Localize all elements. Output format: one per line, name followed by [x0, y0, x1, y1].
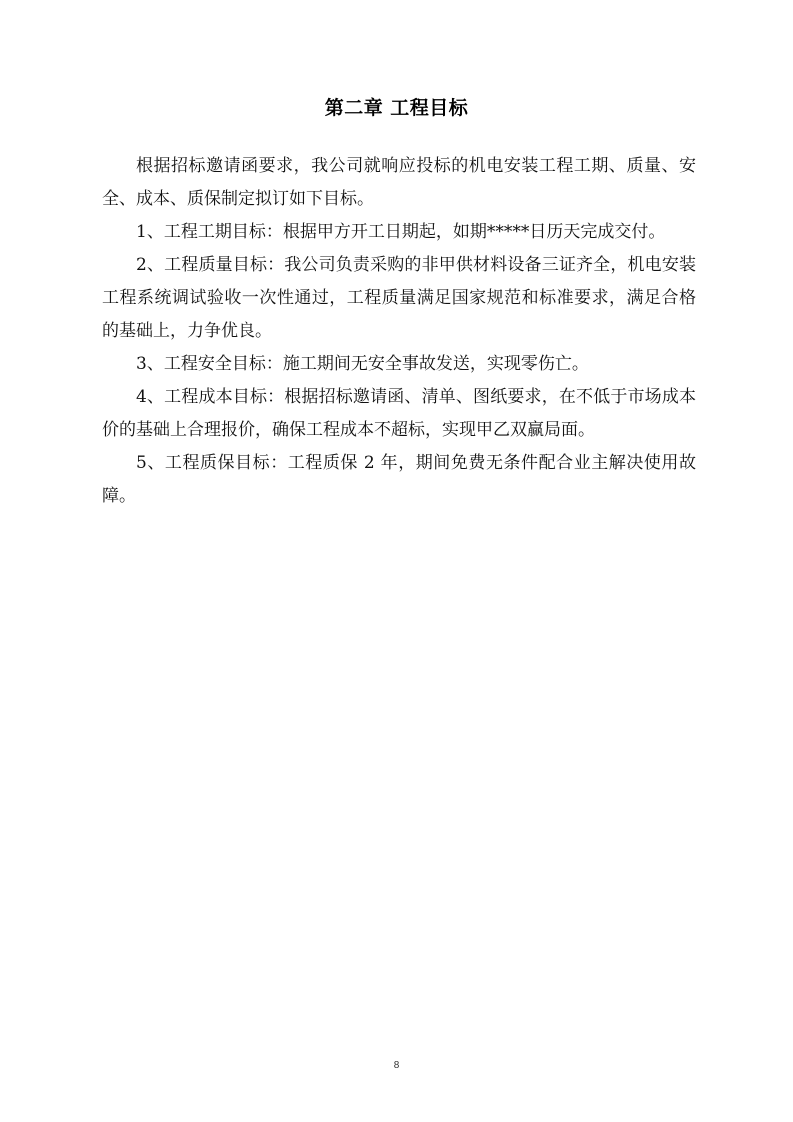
warranty-goal-paragraph: 5、工程质保目标：工程质保 2 年，期间免费无条件配合业主解决使用故障。	[102, 453, 696, 506]
quality-goal-paragraph: 2、工程质量目标：我公司负责采购的非甲供材料设备三证齐全，机电安装工程系统调试验收一次性通过，工程质量满足国家规范和标准要求，满足合格的基础上，力争优良。	[102, 255, 696, 341]
intro-paragraph: 根据招标邀请函要求，我公司就响应投标的机电安装工程工期、质量、安全、成本、质保制定拟订如下目标。	[102, 156, 696, 209]
schedule-goal-paragraph: 1、工程工期目标：根据甲方开工日期起，如期*****日历天完成交付。	[136, 222, 666, 242]
chapter-title: 第二章 工程目标	[324, 97, 469, 119]
page-number: 8	[393, 1060, 400, 1071]
body-text	[102, 150, 696, 513]
cost-goal-paragraph: 4、工程成本目标：根据招标邀请函、清单、图纸要求，在不低于市场成本价的基础上合理报价，确保工程成本不超标，实现甲乙双赢局面。	[102, 387, 696, 440]
safety-goal-paragraph: 3、工程安全目标：施工期间无安全事故发送，实现零伤亡。	[136, 354, 589, 374]
